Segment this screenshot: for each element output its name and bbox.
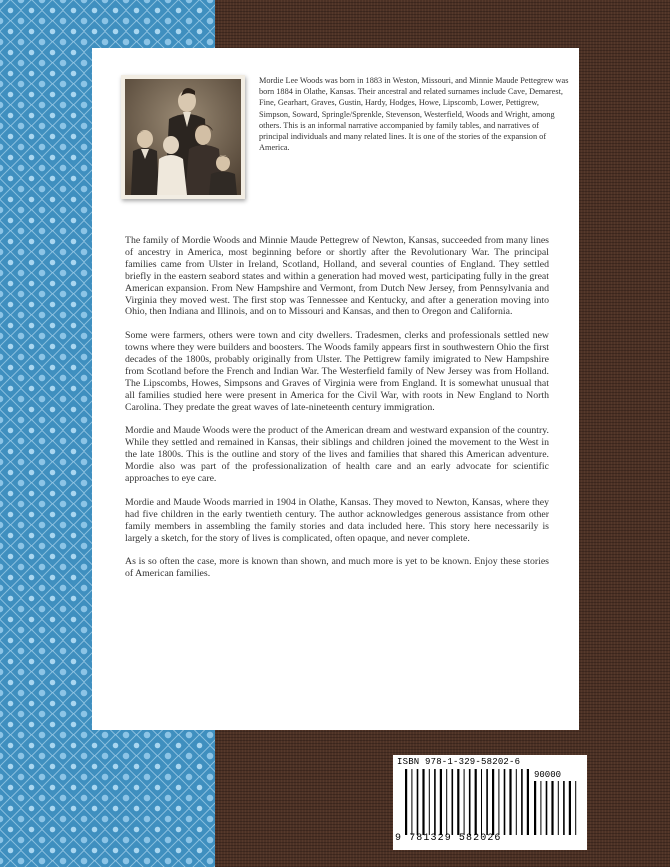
barcode-bar bbox=[527, 769, 529, 835]
body-paragraph: Mordie and Maude Woods were the product of the American dream and westward expansion of the country. While they settled and remained in Kansas, their siblings and children joined the movement to the West in the late 1800s. This is the outline and story of the lives and families that shared this American adventure. Mordie also was part of the professionalization of health care and an early advocate for scientific approaches to eye care. bbox=[125, 425, 549, 485]
barcode-bar bbox=[546, 781, 548, 835]
barcode-bar bbox=[486, 769, 488, 835]
barcode-bars-icon bbox=[405, 769, 529, 835]
barcode-bar bbox=[452, 769, 454, 835]
barcode-bar bbox=[405, 769, 407, 835]
barcode-bar bbox=[534, 781, 536, 835]
barcode-bar bbox=[575, 781, 576, 835]
barcode-bar bbox=[429, 769, 430, 835]
barcode-addon-number: 90000 bbox=[534, 770, 562, 780]
barcode-bar bbox=[504, 769, 506, 835]
body-text bbox=[125, 235, 549, 592]
barcode-bar bbox=[558, 781, 559, 835]
barcode-digits: 9 781329 582026 bbox=[395, 833, 502, 844]
barcode-bar bbox=[540, 781, 541, 835]
barcode-bar bbox=[434, 769, 436, 835]
body-paragraph: Some were farmers, others were town and city dwellers. Tradesmen, clerks and professionals settled new towns where they were builders and boosters. The Woods family appears first in southwestern Ohio the first decades of the 1800s, probably originally from Ulster. The Pettigrew family imigrated to New Hampshire from Scotland before the French and Indian War. The Westerfield family of New Jersey was from Holland. The Lipscombs, Howes, Simpsons and Graves of Virginia were from England. It is somewhat unusual that all families studied here were present in America for the Civil War, with roots in New England to North Carolina. They predate the great waves of late-nineteenth century immigration. bbox=[125, 330, 549, 413]
barcode-bar bbox=[440, 769, 442, 835]
barcode-bar bbox=[516, 769, 517, 835]
addon-bars-icon bbox=[534, 781, 580, 835]
family-photo bbox=[125, 79, 241, 195]
barcode-bar bbox=[521, 769, 523, 835]
barcode-bar bbox=[569, 781, 571, 835]
family-photo-frame bbox=[121, 75, 245, 199]
barcode-bar bbox=[563, 781, 565, 835]
barcode-bar bbox=[498, 769, 499, 835]
barcode-bar bbox=[411, 769, 412, 835]
barcode-bar bbox=[492, 769, 494, 835]
barcode-bar bbox=[457, 769, 459, 835]
body-paragraph: The family of Mordie Woods and Minnie Maude Pettegrew of Newton, Kansas, succeeded from many lines of ancestry in America, most beginning before or shortly after the Revolutionary War. The principal families came from Ulster in Ireland, Scotland, Holland, and several counties of England. They settled briefly in the eastern seabord states and within a generation had moved west, participating fully in the great American expansion. From New Hampshire and Vermont, from Dutch New Jersey, from Pennsylvania and Virginia they moved west. The first stop was Tennessee and Kentucky, and after a generation moving into Ohio, then Indiana and Illinois, and on to Missouri and Kansas, and then to Oregon and California. bbox=[125, 235, 549, 318]
barcode-bar bbox=[446, 769, 447, 835]
barcode-bar bbox=[481, 769, 482, 835]
isbn-label: ISBN 978-1-329-58202-6 bbox=[397, 757, 521, 767]
body-paragraph: As is so often the case, more is known than shown, and much more is yet to be known. Enjoy these stories of American families. bbox=[125, 556, 549, 580]
back-cover-text-panel bbox=[92, 48, 579, 730]
body-paragraph: Mordie and Maude Woods married in 1904 in Olathe, Kansas. They moved to Newton, Kansas, where they had five children in the early twentieth century. The author acknowledges generous assistance from other family members in assembling the family stories and data included here. This story here necessarily is largely a sketch, for the story of lives is complicated, often opaque, and never complete. bbox=[125, 496, 549, 544]
intro-paragraph: Mordie Lee Woods was born in 1883 in Weston, Missouri, and Minnie Maude Pettegrew was born 1884 in Olathe, Kansas. Their ancestral and related surnames include Cave, Demarest, Fine, Gearhart, Graves, Gustin, Hardy, Hodges, Howe, Lipscomb, Lower, Pettigrew, Simpson, Soward, Springle/Sprenkle, Stevenson, Westerfield, Woods and Wright, among others. This is an informal narrative accompanied by family tables, and narratives of principal individuals and many related lines. It is one of the stories of the expansion of America. bbox=[259, 76, 569, 153]
barcode-bar bbox=[464, 769, 465, 835]
barcode-bar bbox=[422, 769, 424, 835]
barcode-bar bbox=[469, 769, 471, 835]
barcode-bar bbox=[475, 769, 477, 835]
isbn-barcode bbox=[393, 755, 587, 850]
barcode-bar bbox=[551, 781, 553, 835]
barcode-bar bbox=[509, 769, 511, 835]
barcode-bar bbox=[417, 769, 419, 835]
family-portrait-image bbox=[125, 79, 241, 195]
